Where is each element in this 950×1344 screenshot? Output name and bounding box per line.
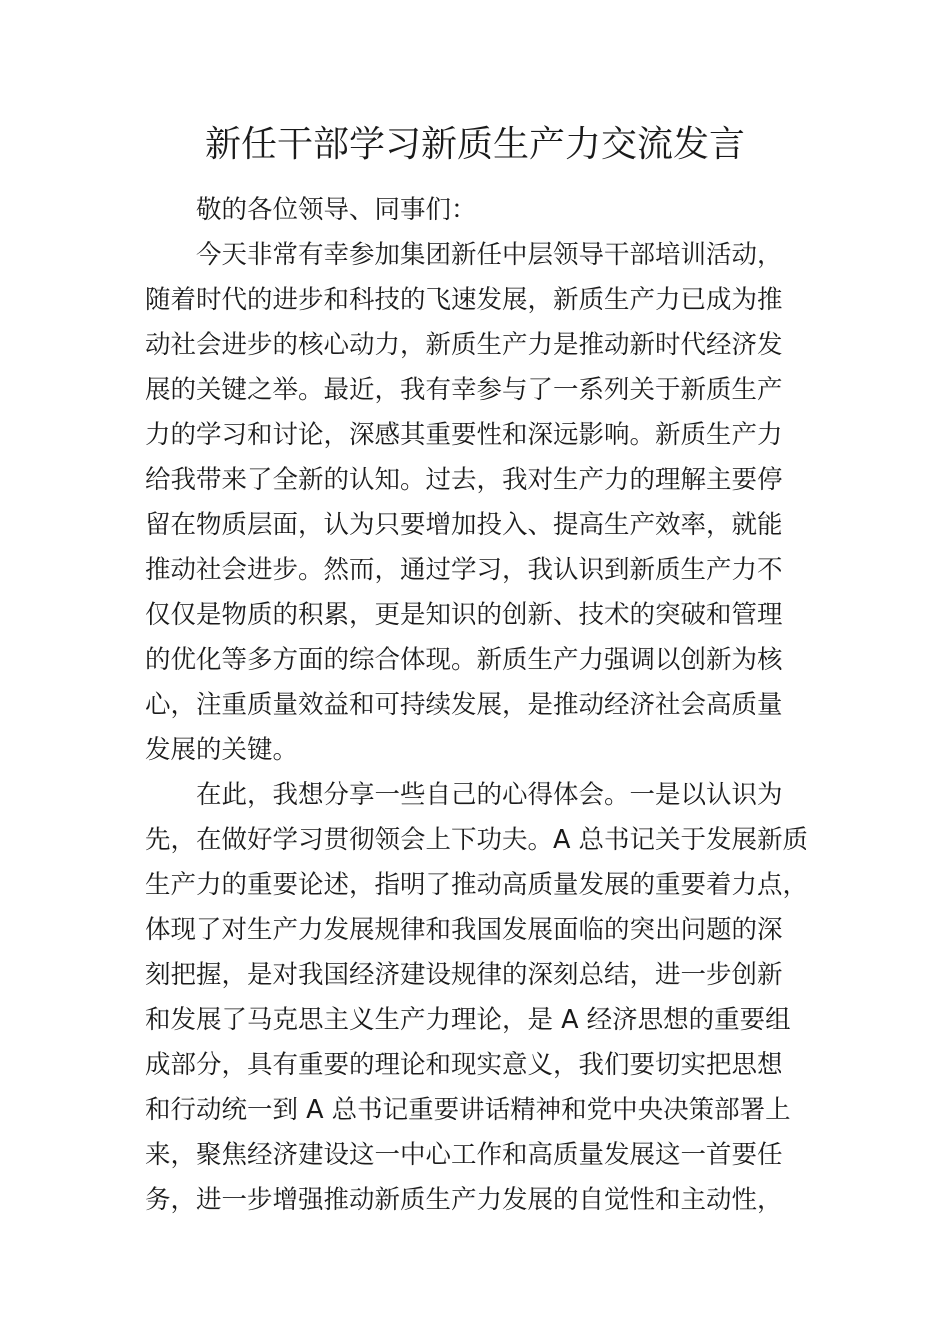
paragraph-line: 心，注重质量效益和可持续发展，是推动经济社会高质量 — [145, 690, 783, 720]
paragraph-line: 生产力的重要论述，指明了推动高质量发展的重要着力点， — [145, 870, 809, 900]
paragraph-line: 的优化等多方面的综合体现。新质生产力强调以创新为核 — [145, 645, 783, 675]
paragraph-line: 成部分，具有重要的理论和现实意义，我们要切实把思想 — [145, 1050, 783, 1080]
paragraph-line: 仅仅是物质的积累，更是知识的创新、技术的突破和管理 — [145, 600, 783, 630]
paragraph-line: 随着时代的进步和科技的飞速发展，新质生产力已成为推 — [145, 285, 783, 315]
paragraph-line: 体现了对生产力发展规律和我国发展面临的突出问题的深 — [145, 915, 783, 945]
paragraph-line: 动社会进步的核心动力，新质生产力是推动新时代经济发 — [145, 330, 783, 360]
paragraph-line: 今天非常有幸参加集团新任中层领导干部培训活动， — [196, 240, 783, 270]
paragraph-line: 推动社会进步。然而，通过学习，我认识到新质生产力不 — [145, 555, 783, 585]
paragraph-line: 刻把握，是对我国经济建设规律的深刻总结，进一步创新 — [145, 960, 783, 990]
paragraph-line: 和行动统一到 A 总书记重要讲话精神和党中央决策部署上 — [145, 1095, 791, 1125]
paragraph-line: 展的关键之举。最近，我有幸参与了一系列关于新质生产 — [145, 375, 783, 405]
paragraph-line: 在此，我想分享一些自己的心得体会。一是以认识为 — [196, 780, 783, 810]
paragraph-line: 来，聚焦经济建设这一中心工作和高质量发展这一首要任 — [145, 1140, 783, 1170]
page-title: 新任干部学习新质生产力交流发言 — [204, 124, 745, 165]
paragraph-line: 和发展了马克思主义生产力理论，是 A 经济思想的重要组 — [145, 1005, 791, 1035]
paragraph-line: 务，进一步增强推动新质生产力发展的自觉性和主动性， — [145, 1185, 783, 1215]
paragraph-line: 力的学习和讨论，深感其重要性和深远影响。新质生产力 — [145, 420, 783, 450]
salutation-line: 敬的各位领导、同事们： — [196, 195, 477, 225]
paragraph-line: 给我带来了全新的认知。过去，我对生产力的理解主要停 — [145, 465, 783, 495]
paragraph-line: 留在物质层面，认为只要增加投入、提高生产效率，就能 — [145, 510, 783, 540]
paragraph-line: 先，在做好学习贯彻领会上下功夫。A 总书记关于发展新质 — [145, 825, 809, 855]
paragraph-line: 发展的关键。 — [145, 735, 299, 765]
